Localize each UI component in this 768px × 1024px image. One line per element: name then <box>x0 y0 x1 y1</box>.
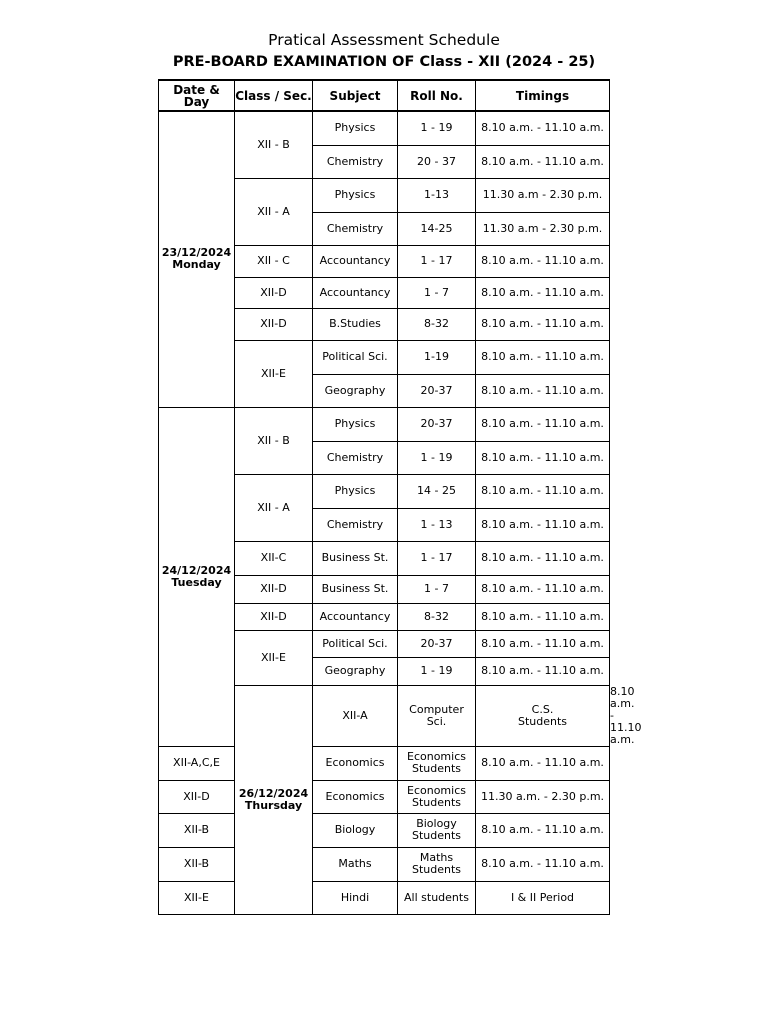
roll-line: Students <box>411 795 462 809</box>
roll-no-cell: 20-37 <box>398 374 476 407</box>
table-row <box>159 847 610 881</box>
roll-no-cell <box>398 746 476 780</box>
class-section-cell: XII-D <box>235 575 313 603</box>
table-row: 26/12/2024 Thursday XII-A Computer Sci. C.S. Students 8.10 a.m. - 11.10 a.m. <box>159 685 610 746</box>
roll-line: Biology <box>416 817 457 830</box>
table-body <box>159 111 642 914</box>
roll-no-cell: 1 - 13 <box>398 508 476 541</box>
header-class-sec: Class / Sec. <box>235 80 313 111</box>
roll-no-cell: 14 - 25 <box>398 474 476 508</box>
day-text: Thursday <box>244 798 303 812</box>
subject-cell: Chemistry <box>313 212 398 245</box>
class-section-cell: XII - A <box>235 474 313 541</box>
day-text: Monday <box>172 258 221 272</box>
class-section-cell: XII - C <box>235 245 313 277</box>
roll-no-cell: 14-25 <box>398 212 476 245</box>
subject-cell: Biology <box>313 813 398 847</box>
roll-no-cell: 8-32 <box>398 603 476 630</box>
timings-cell: 8.10 a.m. - 11.10 a.m. <box>476 145 610 178</box>
timings-cell: 8.10 a.m. - 11.10 a.m. <box>476 746 610 780</box>
table-row <box>159 746 610 780</box>
date-day-cell <box>235 685 313 914</box>
subject-cell: Physics <box>313 178 398 212</box>
subject-cell: Accountancy <box>313 277 398 308</box>
subject-cell: Hindi <box>313 881 398 914</box>
roll-no-cell <box>398 847 476 881</box>
date-day-cell <box>159 407 235 746</box>
timings-cell: 11.30 a.m. - 2.30 p.m. <box>476 780 610 813</box>
roll-line: Students <box>411 829 462 842</box>
timings-cell: 8.10 a.m. - 11.10 a.m. <box>476 813 610 847</box>
class-section-cell: XII-B <box>159 813 235 847</box>
timings-cell: 8.10 a.m. - 11.10 a.m. <box>476 474 610 508</box>
table-row <box>159 813 610 847</box>
class-section-cell: XII-B <box>159 847 235 881</box>
day-text: Tuesday <box>171 575 222 589</box>
timings-cell: 8.10 a.m. - 11.10 a.m. <box>476 630 610 657</box>
class-section-cell: XII - B <box>235 407 313 474</box>
subject-cell: B.Studies <box>313 308 398 340</box>
table-row <box>159 111 610 145</box>
class-section-cell: XII-A,C,E <box>159 746 235 780</box>
roll-no-cell: 8-32 <box>398 308 476 340</box>
header-date-day: Date & Day <box>159 80 235 111</box>
class-section-cell: XII-E <box>235 630 313 685</box>
subject-cell: Economics <box>313 746 398 780</box>
class-section-cell: XII-E <box>159 881 235 914</box>
timings-cell: 8.10 a.m. - 11.10 a.m. <box>476 575 610 603</box>
roll-line: Students <box>411 863 462 876</box>
document-subtitle: PRE-BOARD EXAMINATION OF Class - XII (2024 - 25) <box>172 54 596 70</box>
roll-no-cell: 1 - 19 <box>398 657 476 685</box>
document-title: Pratical Assessment Schedule <box>268 31 500 49</box>
subject-cell: Accountancy <box>313 245 398 277</box>
timings-cell: 8.10 a.m. - 11.10 a.m. <box>476 603 610 630</box>
subject-cell: Computer Sci. <box>398 685 476 746</box>
header-roll-no: Roll No. <box>398 80 476 111</box>
table-row <box>159 407 610 441</box>
subject-cell: Physics <box>313 474 398 508</box>
subject-cell: Chemistry <box>313 508 398 541</box>
date-text: 24/12/2024 <box>161 563 232 577</box>
roll-line: Economics <box>407 750 466 763</box>
roll-no-cell <box>398 780 476 813</box>
roll-no-cell: 1 - 17 <box>398 541 476 575</box>
timings-cell: 8.10 a.m. - 11.10 a.m. <box>476 340 610 374</box>
subject-cell: Business St. <box>313 541 398 575</box>
roll-no-cell: 1 - 19 <box>398 111 476 145</box>
timings-cell: 8.10 a.m. - 11.10 a.m. <box>476 657 610 685</box>
schedule-table <box>158 79 642 915</box>
class-section-cell: XII-E <box>235 340 313 407</box>
class-section-cell: XII - B <box>235 111 313 178</box>
date-text: 23/12/2024 <box>161 246 232 260</box>
roll-no-cell: 20 - 37 <box>398 145 476 178</box>
timings-cell: 8.10 a.m. - 11.10 a.m. <box>476 374 610 407</box>
roll-no-cell: 20-37 <box>398 630 476 657</box>
subject-cell: Business St. <box>313 575 398 603</box>
timings-cell: 8.10 a.m. - 11.10 a.m. <box>476 407 610 441</box>
subject-cell: Political Sci. <box>313 340 398 374</box>
timings-cell: 8.10 a.m. - 11.10 a.m. <box>476 111 610 145</box>
subject-cell: Economics <box>313 780 398 813</box>
class-section-cell: XII-A <box>313 685 398 746</box>
roll-no-cell: 1-19 <box>398 340 476 374</box>
subject-cell: Maths <box>313 847 398 881</box>
roll-no-cell: All students <box>398 881 476 914</box>
class-section-cell: XII-C <box>235 541 313 575</box>
timings-cell: 8.10 a.m. - 11.10 a.m. <box>476 508 610 541</box>
subject-cell: Political Sci. <box>313 630 398 657</box>
subject-cell: Geography <box>313 657 398 685</box>
roll-no-cell: 1 - 7 <box>398 575 476 603</box>
roll-no-cell: 20-37 <box>398 407 476 441</box>
timings-cell: 8.10 a.m. - 11.10 a.m. <box>476 541 610 575</box>
roll-no-cell: 1-13 <box>398 178 476 212</box>
roll-line: Students <box>411 762 462 775</box>
timings-cell: 11.30 a.m - 2.30 p.m. <box>476 212 610 245</box>
timings-cell: 8.10 a.m. - 11.10 a.m. <box>476 277 610 308</box>
roll-line: Maths <box>419 851 454 864</box>
class-section-cell: XII-D <box>235 308 313 340</box>
roll-no-cell: 1 - 7 <box>398 277 476 308</box>
date-day-cell <box>159 111 235 407</box>
roll-line: Economics <box>407 783 466 797</box>
subject-cell: Physics <box>313 407 398 441</box>
table-header-row <box>159 80 610 111</box>
roll-no-cell <box>476 685 610 746</box>
timings-cell: 8.10 a.m. - 11.10 a.m. <box>476 245 610 277</box>
date-text: 26/12/2024 <box>238 786 309 800</box>
roll-no-cell <box>398 813 476 847</box>
table-row <box>159 881 610 914</box>
header-subject: Subject <box>313 80 398 111</box>
class-section-cell: XII-D <box>235 277 313 308</box>
subject-cell: Accountancy <box>313 603 398 630</box>
subject-cell: Geography <box>313 374 398 407</box>
timings-cell: I & II Period <box>476 881 610 914</box>
timings-cell: 8.10 a.m. - 11.10 a.m. <box>476 308 610 340</box>
timings-cell: 8.10 a.m. - 11.10 a.m. <box>476 441 610 474</box>
subject-cell: Chemistry <box>313 441 398 474</box>
table-row <box>159 780 610 813</box>
roll-no-cell: 1 - 17 <box>398 245 476 277</box>
subject-cell: Chemistry <box>313 145 398 178</box>
timings-cell: 11.30 a.m - 2.30 p.m. <box>476 178 610 212</box>
subject-cell: Physics <box>313 111 398 145</box>
class-section-cell: XII-D <box>159 780 235 813</box>
roll-line: Students <box>517 714 568 728</box>
roll-line: C.S. <box>531 702 554 716</box>
class-section-cell: XII - A <box>235 178 313 245</box>
header-timings: Timings <box>476 80 610 111</box>
timings-cell: 8.10 a.m. - 11.10 a.m. <box>476 847 610 881</box>
class-section-cell: XII-D <box>235 603 313 630</box>
roll-no-cell: 1 - 19 <box>398 441 476 474</box>
